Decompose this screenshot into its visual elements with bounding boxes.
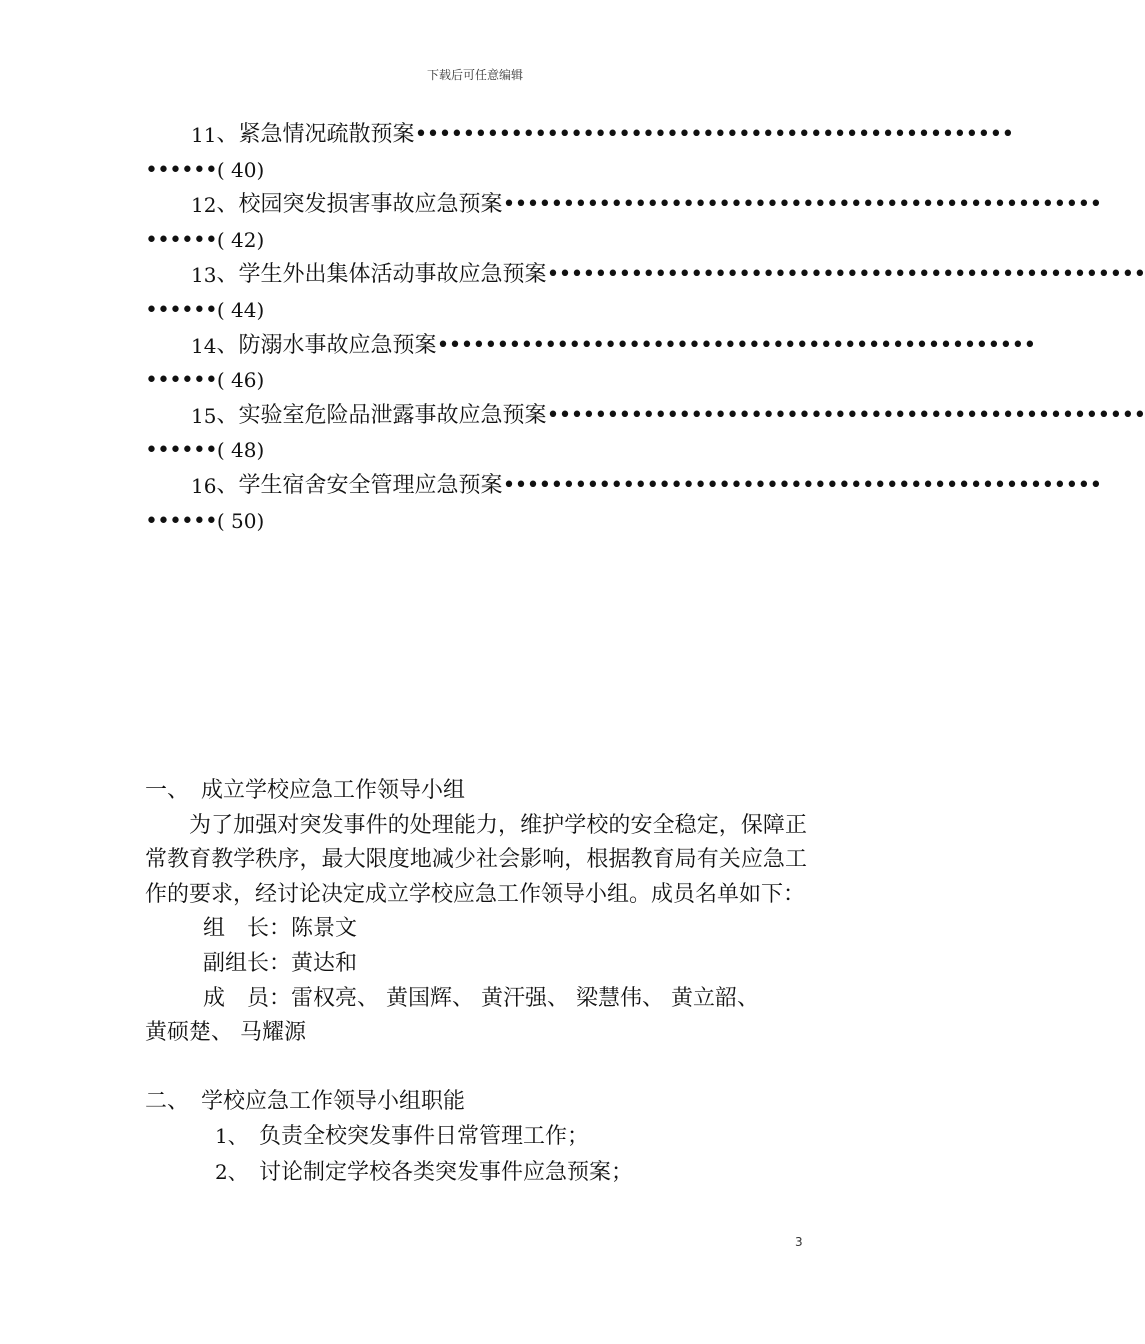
toc-page-number: ( 40) <box>216 157 265 182</box>
leader-line: 组 长：陈景文 <box>203 916 358 942</box>
list-item-number: 2、 <box>215 1159 248 1184</box>
section-title: 成立学校应急工作领导小组 <box>201 778 466 803</box>
toc-entry <box>145 258 1145 328</box>
toc-number: 11 <box>191 123 217 147</box>
list-item-text: 讨论制定学校各类突发事件应急预案； <box>259 1159 634 1185</box>
toc-leader-dots: •••••••••••••••••••••••••••••••••••••••••••••••••• <box>546 262 1145 288</box>
toc-title: 实验室危险品泄露事故应急预案 <box>238 402 547 428</box>
toc-title: 防溺水事故应急预案 <box>238 332 437 358</box>
list-item <box>145 1119 807 1155</box>
toc-separator: 、 <box>216 402 239 428</box>
list-item-text: 负责全校突发事件日常管理工作； <box>259 1124 590 1150</box>
toc-entry <box>145 188 1102 258</box>
section-title: 学校应急工作领导小组职能 <box>201 1088 466 1114</box>
section-index: 二、 <box>145 1088 190 1114</box>
toc-leader-dots: •••••• <box>145 227 217 253</box>
toc-leader-dots: •••••••••••••••••••••••••••••••••••••••••••••••••• <box>502 192 1102 218</box>
members-line-continued: 黄硕楚、 马耀源 <box>145 1020 306 1046</box>
toc-leader-dots: •••••• <box>145 508 217 534</box>
page-number: 3 <box>795 1235 803 1249</box>
members-line: 成 员：雷权亮、 黄国辉、 黄汗强、 梁慧伟、 黄立韶、 <box>203 985 759 1011</box>
section-index: 一、 <box>145 778 190 803</box>
toc-entry <box>145 399 1145 469</box>
list-item <box>145 1155 807 1191</box>
toc-separator: 、 <box>216 472 239 498</box>
toc-title: 校园突发损害事故应急预案 <box>238 192 503 218</box>
section-heading <box>145 1085 807 1120</box>
table-of-contents <box>145 118 1145 539</box>
toc-leader-dots: •••••••••••••••••••••••••••••••••••••••••••••••••• <box>414 122 1014 147</box>
toc-number: 13 <box>191 263 217 288</box>
toc-leader-dots: •••••••••••••••••••••••••••••••••••••••••••••••••• <box>546 402 1145 428</box>
toc-page-number: ( 50) <box>216 508 265 533</box>
toc-page-number: ( 44) <box>216 297 265 322</box>
toc-entry <box>145 329 1036 399</box>
section-paragraph: 为了加强对突发事件的处理能力，维护学校的安全稳定，保障正常教育教学秩序，最大限度地减少社会影响，根据教育局有关应急工作的要求，经讨论决定成立学校应急工作领导小组。成员名单如下： <box>145 812 807 907</box>
toc-page-number: ( 42) <box>216 227 265 252</box>
document-body <box>145 774 807 1191</box>
page-header: 下载后可任意编辑 <box>426 68 523 82</box>
toc-leader-dots: •••••• <box>145 368 217 394</box>
toc-entry <box>145 469 1102 539</box>
toc-title: 学生外出集体活动事故应急预案 <box>238 262 547 288</box>
toc-number: 12 <box>191 193 217 218</box>
toc-leader-dots: •••••••••••••••••••••••••••••••••••••••••••••••••• <box>502 472 1102 498</box>
toc-separator: 、 <box>216 192 239 218</box>
toc-leader-dots: •••••• <box>145 438 217 464</box>
deputy-leader-line: 副组长：黄达和 <box>203 950 358 976</box>
toc-number: 15 <box>191 403 217 428</box>
list-item-number: 1、 <box>215 1124 248 1149</box>
toc-title: 紧急情况疏散预案 <box>238 122 415 147</box>
toc-entry <box>145 118 1014 188</box>
toc-separator: 、 <box>216 122 239 147</box>
section-heading <box>145 774 807 809</box>
toc-separator: 、 <box>216 262 239 288</box>
toc-title: 学生宿舍安全管理应急预案 <box>238 472 503 498</box>
toc-leader-dots: •••••••••••••••••••••••••••••••••••••••••••••••••• <box>436 332 1036 358</box>
toc-leader-dots: •••••• <box>145 157 217 183</box>
toc-separator: 、 <box>216 332 239 358</box>
toc-page-number: ( 46) <box>216 368 265 393</box>
toc-number: 16 <box>191 473 217 498</box>
toc-leader-dots: •••••• <box>145 297 217 323</box>
toc-number: 14 <box>191 333 217 358</box>
toc-page-number: ( 48) <box>216 438 265 463</box>
